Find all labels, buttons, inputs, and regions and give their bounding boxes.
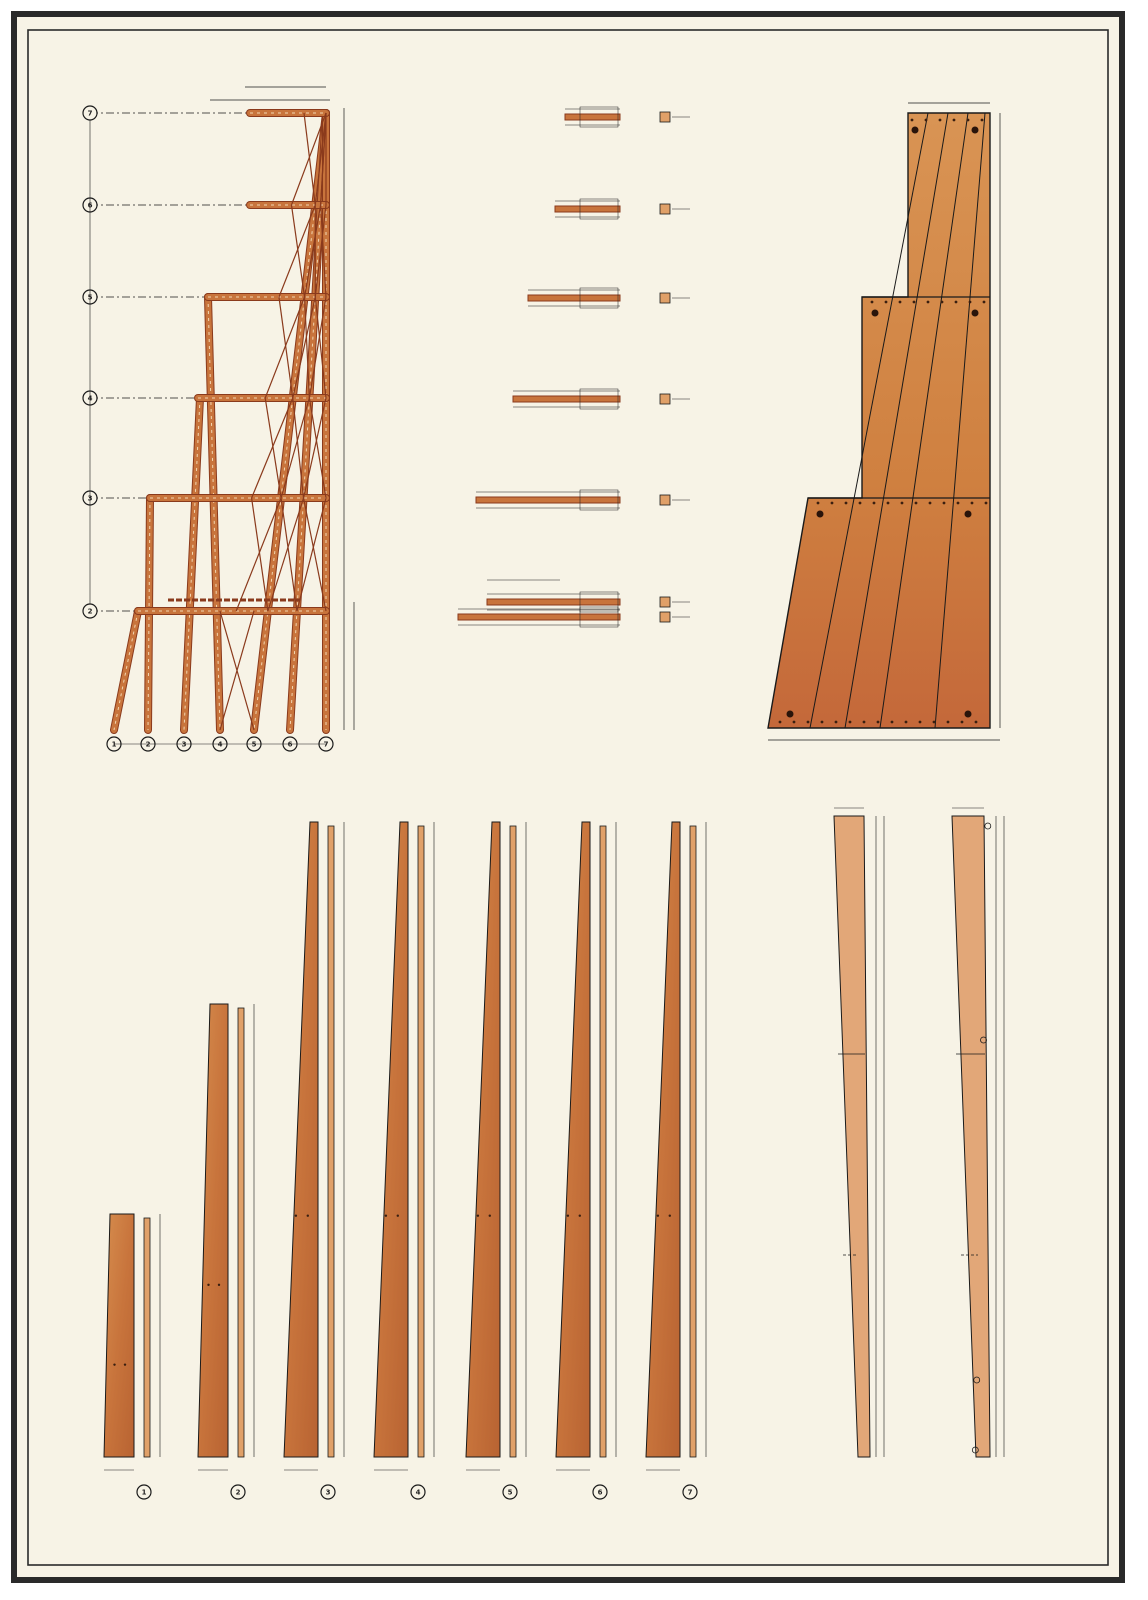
bolt: [871, 301, 874, 304]
bolt: [969, 301, 972, 304]
bolt: [911, 119, 914, 122]
anchor-bolt: [912, 127, 919, 134]
bolt: [849, 721, 852, 724]
bolt: [397, 1215, 399, 1217]
bolt: [817, 502, 820, 505]
bolt: [985, 502, 988, 505]
bolt: [981, 119, 984, 122]
bolt: [961, 721, 964, 724]
cross-section-symbol: [660, 204, 670, 214]
column-side-view: [238, 1008, 244, 1457]
column-label: 7: [687, 1488, 693, 1497]
bolt: [489, 1215, 491, 1217]
column-label: 6: [287, 740, 293, 749]
level-label: 3: [87, 494, 93, 503]
bolt: [899, 301, 902, 304]
bolt: [669, 1215, 671, 1217]
bolt: [967, 119, 970, 122]
anchor-bolt: [965, 511, 972, 518]
anchor-bolt: [972, 310, 979, 317]
bolt: [975, 721, 978, 724]
bolt: [807, 721, 810, 724]
cross-section-symbol: [660, 495, 670, 505]
level-label: 5: [87, 293, 93, 302]
level-label: 7: [87, 109, 93, 118]
bolt: [919, 721, 922, 724]
section-member: [565, 114, 620, 120]
bolt: [953, 119, 956, 122]
anchor-bolt: [965, 711, 972, 718]
bolt: [885, 301, 888, 304]
level-label: 2: [87, 607, 93, 616]
column-label: 1: [141, 1488, 147, 1497]
bolt: [579, 1215, 581, 1217]
bolt: [218, 1284, 220, 1286]
section-member: [458, 614, 620, 620]
bolt: [779, 721, 782, 724]
bolt: [939, 119, 942, 122]
column-label: 4: [415, 1488, 421, 1497]
column-side-view: [328, 826, 334, 1457]
bolt: [947, 721, 950, 724]
level-label: 4: [87, 394, 93, 403]
anchor-bolt: [817, 511, 824, 518]
column-side-view: [144, 1218, 150, 1457]
bolt: [821, 721, 824, 724]
column-label: 3: [181, 740, 187, 749]
bolt: [657, 1215, 659, 1217]
column-label: 5: [507, 1488, 513, 1497]
section-member: [513, 396, 620, 402]
column-label: 6: [597, 1488, 603, 1497]
anchor-bolt: [972, 127, 979, 134]
bolt: [925, 119, 928, 122]
column-label: 2: [145, 740, 151, 749]
bolt: [915, 502, 918, 505]
cross-section-symbol: [660, 112, 670, 122]
section-member: [487, 599, 620, 605]
bolt: [943, 502, 946, 505]
bolt: [927, 301, 930, 304]
bolt: [307, 1215, 309, 1217]
bolt: [385, 1215, 387, 1217]
bolt: [887, 502, 890, 505]
bolt: [957, 502, 960, 505]
column-label: 7: [323, 740, 329, 749]
column-label: 2: [235, 1488, 241, 1497]
bolt: [831, 502, 834, 505]
bolt: [901, 502, 904, 505]
column-side-view: [510, 826, 516, 1457]
bolt: [877, 721, 880, 724]
bolt: [477, 1215, 479, 1217]
section-member: [528, 295, 620, 301]
bolt: [793, 721, 796, 724]
bolt: [124, 1363, 126, 1365]
column-label: 3: [325, 1488, 331, 1497]
bolt: [859, 502, 862, 505]
bolt: [295, 1215, 297, 1217]
bolt: [941, 301, 944, 304]
bolt: [835, 721, 838, 724]
level-label: 6: [87, 201, 93, 210]
bolt: [955, 301, 958, 304]
cross-section-symbol: [660, 293, 670, 303]
bolt: [873, 502, 876, 505]
cross-section-symbol: [660, 612, 670, 622]
bolt: [933, 721, 936, 724]
column-label: 1: [111, 740, 117, 749]
bolt: [567, 1215, 569, 1217]
bolt: [971, 502, 974, 505]
section-member: [476, 497, 620, 503]
cross-section-symbol: [660, 394, 670, 404]
cross-section-symbol: [660, 597, 670, 607]
column-side-view: [600, 826, 606, 1457]
column-side-view: [418, 826, 424, 1457]
bolt: [113, 1363, 115, 1365]
anchor-bolt: [787, 711, 794, 718]
bolt: [891, 721, 894, 724]
bolt: [983, 301, 986, 304]
bolt: [207, 1284, 209, 1286]
bolt: [913, 301, 916, 304]
column-label: 5: [251, 740, 257, 749]
anchor-bolt: [872, 310, 879, 317]
section-member: [555, 206, 620, 212]
bolt: [863, 721, 866, 724]
column-side-view: [690, 826, 696, 1457]
bolt: [929, 502, 932, 505]
bolt: [905, 721, 908, 724]
column-label: 4: [217, 740, 223, 749]
bolt: [845, 502, 848, 505]
